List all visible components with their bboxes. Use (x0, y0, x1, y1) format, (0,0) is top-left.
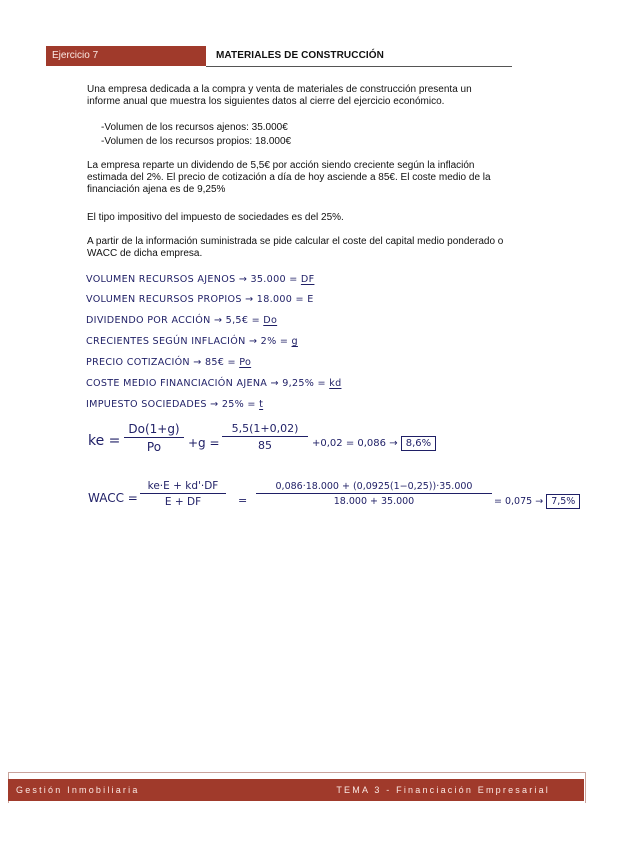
wacc-denominator-values: 18.000 + 35.000 (333, 496, 415, 507)
statement-intro: Una empresa dedicada a la compra y venta de materiales de construcción presenta un informe anual que muestra los siguientes datos al cierre del ejercicio económico. (87, 84, 472, 108)
statement-question: A partir de la información suministrada se pide calcular el coste del capital medio ponderado o WACC de dicha empresa. (87, 236, 504, 260)
note-external-resources: VOLUMEN RECURSOS AJENOS → 35.000 = DF (86, 274, 315, 285)
symbol-kd: kd (329, 378, 342, 389)
note-tax: IMPUESTO SOCIEDADES → 25% = t (86, 399, 264, 410)
ke-fraction-formula (124, 422, 184, 454)
exercise-label: Ejercicio 7 (46, 46, 206, 66)
wacc-denominator: E + DF (164, 496, 202, 508)
note-price: PRECIO COTIZACIÓN → 85€ = Po (86, 357, 252, 368)
statement-tax: El tipo impositivo del impuesto de sociedades es del 25%. (87, 212, 344, 223)
note-inflation: CRECIENTES SEGÚN INFLACIÓN → 2% = g (86, 336, 298, 347)
exercise-title: MATERIALES DE CONSTRUCCIÓN (216, 50, 384, 61)
ke-lhs: ke = (88, 433, 121, 449)
bullet-external-resources: -Volumen de los recursos ajenos: 35.000€ (101, 122, 288, 133)
wacc-numerator: ke·E + kd'·DF (140, 480, 226, 494)
symbol-do: Do (263, 315, 278, 326)
note-dividend: DIVIDENDO POR ACCIÓN → 5,5€ = Do (86, 315, 278, 326)
symbol-g: g (291, 336, 298, 347)
wacc-fraction-formula (140, 480, 226, 508)
note-debt-cost: COSTE MEDIO FINANCIACIÓN AJENA → 9,25% = kd (86, 378, 342, 389)
wacc-equals: = (238, 494, 248, 507)
symbol-e: E (307, 294, 314, 305)
statement-dividend: La empresa reparte un dividendo de 5,5€ por acción siendo creciente según la inflación estimada del 2%. El precio de cotización a día de hoy asciende a 85€. El coste medio de la financiación ajena es de 9,25% (87, 160, 491, 196)
bullet-own-resources: -Volumen de los recursos propios: 18.000€ (101, 136, 292, 147)
page-header (46, 46, 512, 66)
ke-denominator: Po (146, 440, 162, 454)
header-divider (206, 66, 512, 67)
page-footer (8, 779, 584, 801)
ke-fraction-values (222, 422, 308, 452)
wacc-result-expression: = 0,075 → 7,5% (494, 496, 580, 507)
wacc-numerator-values: 0,086·18.000 + (0,0925(1−0,25))·35.000 (256, 481, 492, 494)
symbol-df: DF (300, 274, 315, 285)
footer-topic: TEMA 3 - Financiación Empresarial (336, 785, 550, 795)
symbol-po: Po (239, 357, 252, 368)
symbol-t: t (259, 399, 264, 410)
note-own-resources: VOLUMEN RECURSOS PROPIOS → 18.000 = E (86, 294, 314, 305)
footer-course: Gestión Inmobiliaria (16, 785, 140, 795)
wacc-fraction-values (256, 481, 492, 507)
ke-plus-g: +g = (188, 436, 220, 450)
ke-numerator-values: 5,5(1+0,02) (222, 422, 308, 437)
ke-denominator-values: 85 (258, 439, 272, 452)
ke-result-expression: +0,02 = 0,086 → 8,6% (312, 438, 436, 449)
wacc-result: 7,5% (546, 494, 580, 509)
ke-numerator: Do(1+g) (124, 422, 184, 438)
ke-result: 8,6% (401, 436, 436, 451)
wacc-lhs: WACC = (88, 491, 138, 505)
